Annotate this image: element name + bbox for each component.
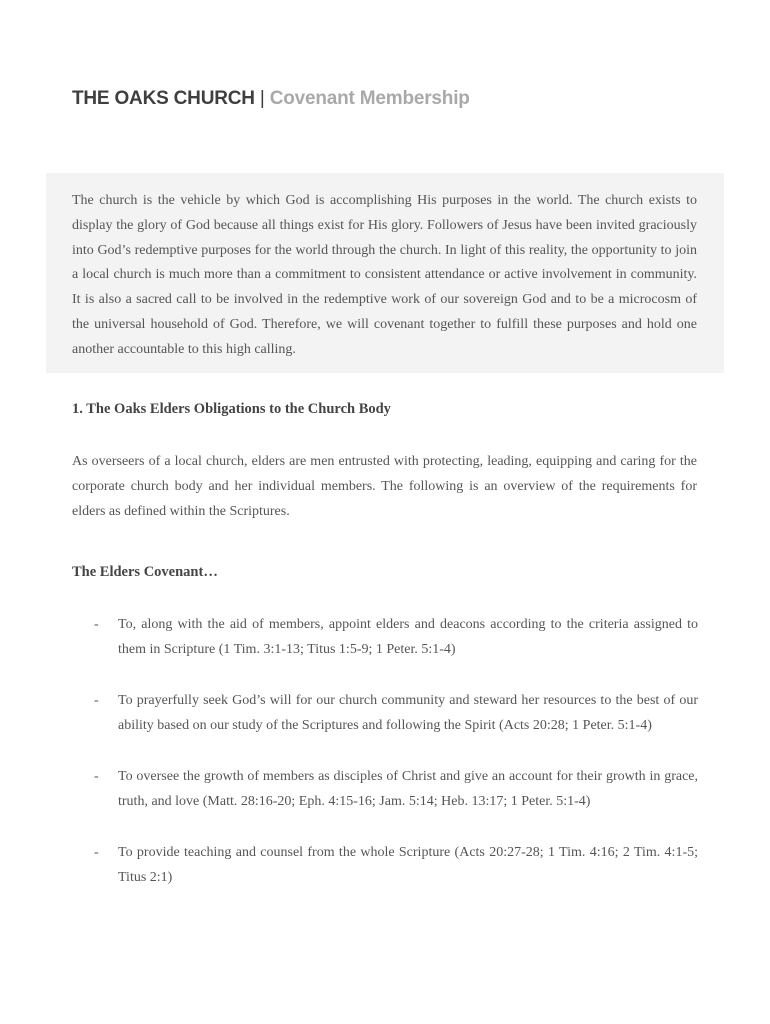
church-name: THE OAKS CHURCH — [72, 88, 255, 109]
page-title — [72, 88, 470, 110]
section-heading: 1. The Oaks Elders Obligations to the Church Body — [72, 401, 391, 417]
intro-paragraph: The church is the vehicle by which God is accomplishing His purposes in the world. The church exists to display the glory of God because all things exist for His glory. Followers of Jesus have been invited graciously into God’s redemptive purposes for the world through the church. In light of this reality, the opportunity to join a local church is much more than a commitment to consistent attendance or active involvement in community. It is also a sacred call to be involved in the redemptive work of our sovereign God and to be a microcosm of the universal household of God. Therefore, we will covenant together to fulfill these purposes and hold one another accountable to this high calling. — [72, 193, 697, 357]
list-bullet: - — [94, 693, 99, 708]
title-separator: | — [259, 88, 265, 109]
covenant-heading: The Elders Covenant… — [72, 564, 218, 580]
covenant-item-text: To prayerfully seek God’s will for our church community and steward her resources to the best of our ability based on our study of the Scriptures and following the Spirit (Acts 20:28; 1 Peter. 5:1-4) — [118, 693, 698, 733]
document-subtitle: Covenant Membership — [269, 88, 470, 109]
intro-callout — [46, 173, 724, 373]
covenant-item-text: To, along with the aid of members, appoint elders and deacons according to the criteria assigned to them in Scripture (1 Tim. 3:1-13; Titus 1:5-9; 1 Peter. 5:1-4) — [118, 617, 698, 657]
covenant-item-text: To oversee the growth of members as disciples of Christ and give an account for their growth in grace, truth, and love (Matt. 28:16-20; Eph. 4:15-16; Jam. 5:14; Heb. 13:17; 1 Peter. 5:1-4) — [118, 769, 698, 809]
list-bullet: - — [94, 845, 99, 860]
list-bullet: - — [94, 769, 99, 784]
section-paragraph: As overseers of a local church, elders are men entrusted with protecting, leading, equipping and caring for the corporate church body and her individual members. The following is an overview of the requirements for elders as defined within the Scriptures. — [72, 454, 697, 519]
covenant-item-text: To provide teaching and counsel from the whole Scripture (Acts 20:27-28; 1 Tim. 4:16; 2 Tim. 4:1-5; Titus 2:1) — [118, 845, 698, 885]
list-bullet: - — [94, 617, 99, 632]
